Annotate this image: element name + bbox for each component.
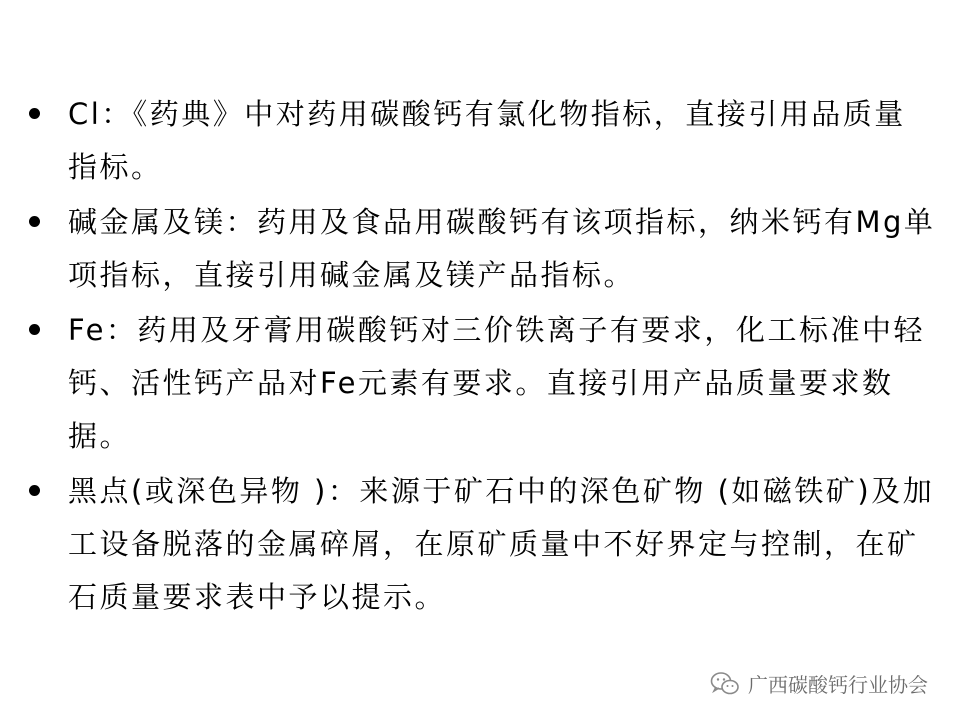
watermark-text: 广西碳酸钙行业协会 — [748, 673, 928, 697]
bullet-dot-icon — [29, 485, 40, 496]
bullet-item-chloride — [26, 88, 936, 194]
bullet-item-alkali-metals — [26, 196, 936, 302]
watermark — [710, 669, 928, 698]
bullet-text: Fe：药用及牙膏用碳酸钙对三价铁离子有要求，化工标准中轻钙、活性钙产品对Fe元素有要求。直接引用产品质量要求数据。 — [68, 313, 925, 453]
bullet-list — [26, 88, 936, 626]
wechat-icon — [710, 671, 740, 697]
bullet-item-iron — [26, 304, 936, 463]
bullet-text: 碱金属及镁：药用及食品用碳酸钙有该项指标，纳米钙有Mg单项指标，直接引用碱金属及镁产品指标。 — [68, 205, 936, 292]
bullet-text: 黑点(或深色异物 )：来源于矿石中的深色矿物 (如磁铁矿)及加工设备脱落的金属碎屑，在原矿质量中不好界定与控制，在矿石质量要求表中予以提示。 — [68, 474, 935, 614]
bullet-item-black-spots — [26, 465, 936, 624]
bullet-dot-icon — [29, 108, 40, 119]
bullet-dot-icon — [29, 324, 40, 335]
bullet-text: Cl：《药典》中对药用碳酸钙有氯化物指标，直接引用品质量指标。 — [68, 97, 906, 184]
bullet-dot-icon — [29, 216, 40, 227]
